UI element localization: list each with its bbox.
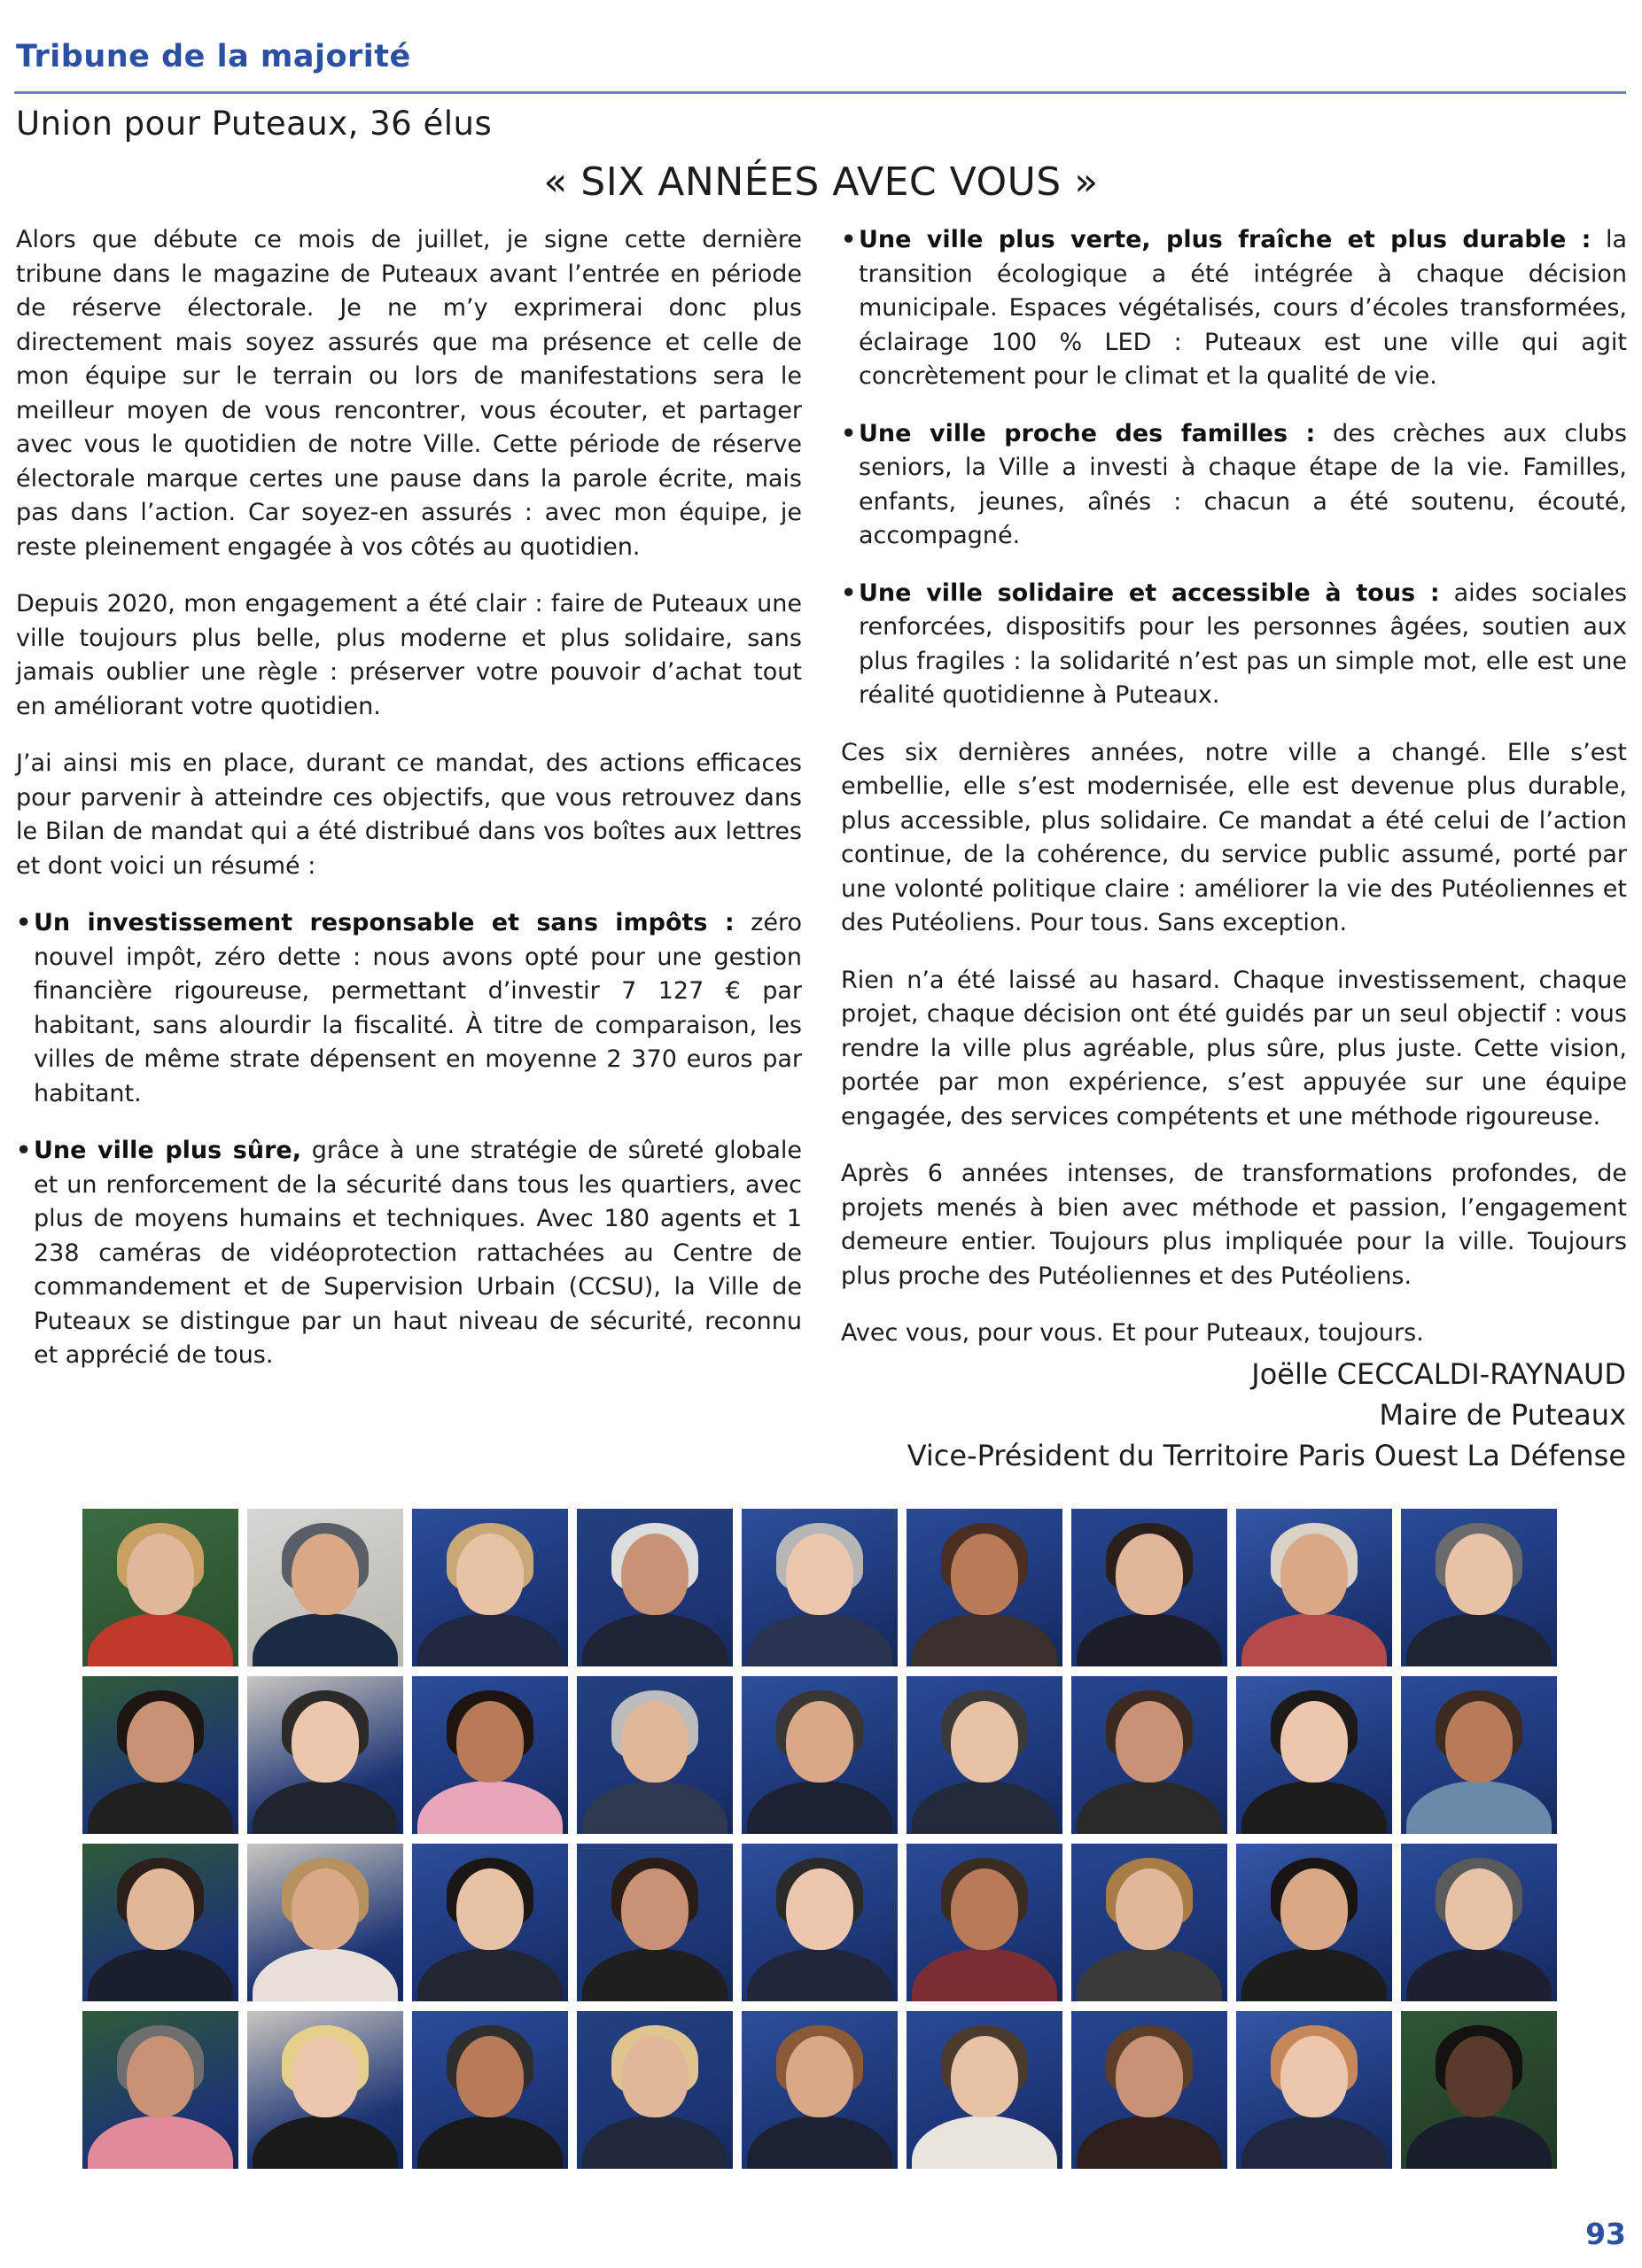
portrait-face: [292, 1701, 359, 1783]
portrait-face: [1280, 1868, 1348, 1950]
portrait-clothing: [912, 1948, 1057, 2001]
article-title: « SIX ANNÉES AVEC VOUS »: [543, 159, 1099, 205]
page-number: 93: [1585, 2217, 1626, 2251]
portrait-face: [621, 1701, 689, 1783]
portrait-clothing: [747, 1781, 892, 1834]
council-member-photo: [412, 2011, 568, 2169]
council-member-photo: [1401, 1676, 1557, 1834]
portrait-face: [951, 1868, 1018, 1950]
council-member-photo: [907, 2011, 1062, 2169]
signature-name: Joëlle CECCALDI-RAYNAUD: [1251, 1357, 1626, 1391]
portrait-clothing: [88, 1613, 233, 1666]
portrait-clothing: [253, 1781, 398, 1834]
portrait-face: [292, 1534, 359, 1615]
council-member-photo: [412, 1676, 568, 1834]
council-member-photo: [412, 1844, 568, 2001]
portrait-face: [127, 1868, 194, 1950]
portrait-face: [1445, 1534, 1513, 1615]
council-member-photo: [742, 1676, 898, 1834]
portrait-face: [1116, 1701, 1183, 1783]
council-member-photo: [82, 2011, 238, 2169]
bullet-heading: Une ville proche des familles :: [859, 419, 1316, 447]
council-member-photo: [247, 1676, 403, 1834]
bullet-marker: •: [841, 579, 857, 607]
paragraph: Depuis 2020, mon engagement a été clair : faire de Puteaux une ville toujours plus belle, plus moderne et plus solidaire, sans jamais oublier une règle : préserver votre pouvoir d’achat tout en améliorant votre quotidien.: [16, 590, 802, 720]
portrait-face: [456, 1534, 524, 1615]
portrait-face: [621, 1868, 689, 1950]
group-name: Union pour Puteaux, 36 élus: [16, 105, 493, 143]
council-photo-grid: [82, 1509, 1557, 2169]
council-member-photo: [1236, 1844, 1392, 2001]
portrait-clothing: [1241, 2116, 1387, 2169]
portrait-clothing: [747, 2116, 892, 2169]
portrait-clothing: [582, 2116, 728, 2169]
bullet-item: [841, 223, 1627, 394]
council-member-photo: [1236, 1509, 1392, 1666]
council-member-photo: [577, 1844, 733, 2001]
portrait-face: [1280, 2036, 1348, 2117]
portrait-face: [1445, 2036, 1513, 2117]
council-member-photo: [82, 1844, 238, 2001]
council-member-photo: [577, 2011, 733, 2169]
signature-role: Maire de Puteaux: [1379, 1398, 1626, 1432]
council-member-photo: [247, 1509, 403, 1666]
paragraph: Après 6 années intenses, de transformations profondes, de projets menés à bien avec méthode et passion, l’engagement demeure entier. Toujours plus impliquée pour la ville. Toujours plus proche des Putéoliennes et des Putéoliens.: [841, 1160, 1627, 1290]
bullet-marker: •: [841, 226, 857, 253]
council-member-photo: [1236, 1676, 1392, 1834]
portrait-face: [951, 2036, 1018, 2117]
portrait-clothing: [747, 1613, 892, 1666]
bullet-text: zéro nouvel impôt, zéro dette : nous avons opté pour une gestion financière rigoureuse, permettant d’investir 7 127 € par habitant, sans alourdir la fiscalité. À titre de comparaison, les villes de même strate dépensent en moyenne 2 370 euros par habitant.: [34, 909, 802, 1107]
portrait-clothing: [1406, 2116, 1552, 2169]
bullet-item: [16, 906, 802, 1111]
council-member-photo: [1401, 2011, 1557, 2169]
bullet-heading: Une ville solidaire et accessible à tous :: [859, 579, 1440, 607]
portrait-face: [456, 1701, 524, 1783]
portrait-face: [1445, 1701, 1513, 1783]
council-member-photo: [1236, 2011, 1392, 2169]
portrait-face: [1280, 1534, 1348, 1615]
portrait-clothing: [1406, 1781, 1552, 1834]
council-member-photo: [247, 2011, 403, 2169]
left-column: [16, 223, 802, 1396]
portrait-face: [786, 1534, 853, 1615]
portrait-face: [127, 1534, 194, 1615]
council-member-photo: [907, 1509, 1062, 1666]
bullet-heading: Une ville plus verte, plus fraîche et plus durable :: [859, 226, 1591, 253]
council-member-photo: [742, 2011, 898, 2169]
bullet-heading: Une ville plus sûre,: [34, 1137, 301, 1164]
paragraph: Avec vous, pour vous. Et pour Puteaux, toujours.: [841, 1319, 1424, 1347]
council-member-photo: [1071, 1676, 1227, 1834]
paragraph: J’ai ainsi mis en place, durant ce mandat, des actions efficaces pour parvenir à atteindre ces objectifs, que vous retrouvez dans le Bilan de mandat qui a été distribué dans vos boîtes aux lettres et dont voici un résumé :: [16, 750, 802, 880]
council-member-photo: [907, 1676, 1062, 1834]
portrait-clothing: [1241, 1781, 1387, 1834]
bullet-text: la transition écologique a été intégrée à chaque décision municipale. Espaces végétalisés, cours d’écoles transformées, éclairage 100 % LED : Puteaux est une ville qui agit concrètement pour le climat et la qualité de vie.: [859, 226, 1627, 390]
portrait-face: [1116, 1868, 1183, 1950]
bullet-item: [841, 577, 1627, 713]
portrait-face: [1116, 1534, 1183, 1615]
council-member-photo: [247, 1844, 403, 2001]
bullet-marker: •: [841, 419, 857, 447]
council-member-photo: [82, 1509, 238, 1666]
council-member-photo: [577, 1509, 733, 1666]
bullet-marker: •: [16, 909, 32, 936]
portrait-face: [951, 1701, 1018, 1783]
bullet-text: grâce à une stratégie de sûreté globale et un renforcement de la sécurité dans tous les quartiers, avec plus de moyens humains et techniques. Avec 180 agents et 1 238 caméras de vidéoprotection rattachées au Centre de commandement et de Supervision Urbain (CCSU), la Ville de Puteaux se distingue par un haut niveau de sécurité, reconnu et apprécié de tous.: [34, 1137, 803, 1369]
portrait-clothing: [582, 1948, 728, 2001]
bullet-item: [841, 417, 1627, 554]
paragraph: Rien n’a été laissé au hasard. Chaque investissement, chaque projet, chaque décision ont été guidés par un seul objectif : vous rendre la ville plus agréable, plus sûre, plus juste. Cette vision, portée par mon expérience, s’est appuyée sur une équipe engagée, des services compétents et une méthode rigoureuse.: [841, 966, 1627, 1130]
bullet-text: aides sociales renforcées, dispositifs pour les personnes âgées, soutien aux plus fragiles : la solidarité n’est pas un simple mot, elle est une réalité quotidienne à Puteaux.: [859, 579, 1628, 709]
portrait-face: [1445, 1868, 1513, 1950]
council-member-photo: [577, 1676, 733, 1834]
paragraph: Alors que débute ce mois de juillet, je signe cette dernière tribune dans le magazine de Puteaux avant l’entrée en période de réserve électorale. Je ne m’y exprimerai donc plus directement mais soyez assurés que ma présence et celle de mon équipe sur le terrain ou lors de manifestations sera le meilleur moyen de vous rencontrer, vous écouter, et partager avec vous le quotidien de notre Ville. Cette période de réserve électorale marque certes une pause dans la parole écrite, mais pas dans l’action. Car soyez-en assurés : avec mon équipe, je reste pleinement engagée à vos côtés au quotidien.: [16, 226, 802, 561]
portrait-clothing: [417, 2116, 563, 2169]
portrait-face: [1280, 1701, 1348, 1783]
portrait-clothing: [88, 1781, 233, 1834]
portrait-face: [127, 2036, 194, 2117]
portrait-face: [621, 2036, 689, 2117]
portrait-face: [621, 1534, 689, 1615]
portrait-clothing: [1406, 1613, 1552, 1666]
council-member-photo: [1401, 1844, 1557, 2001]
council-member-photo: [82, 1676, 238, 1834]
portrait-clothing: [253, 1613, 398, 1666]
portrait-clothing: [912, 1613, 1057, 1666]
paragraph: Ces six dernières années, notre ville a changé. Elle s’est embellie, elle s’est modernisée, elle est devenue plus durable, plus accessible, plus solidaire. Ce mandat a été celui de l’action continue, de la cohérence, du service public assumé, porté par une volonté politique claire : améliorer la vie des Putéoliennes et des Putéoliens. Pour tous. Sans exception.: [841, 738, 1627, 936]
portrait-clothing: [1077, 1948, 1222, 2001]
bullet-marker: •: [16, 1137, 32, 1164]
portrait-face: [951, 1534, 1018, 1615]
portrait-clothing: [747, 1948, 892, 2001]
council-member-photo: [1401, 1509, 1557, 1666]
portrait-clothing: [1241, 1948, 1387, 2001]
portrait-clothing: [912, 1781, 1057, 1834]
council-member-photo: [1071, 1844, 1227, 2001]
portrait-clothing: [912, 2116, 1057, 2169]
portrait-clothing: [1077, 1613, 1222, 1666]
bullet-text: des crèches aux clubs seniors, la Ville a investi à chaque étape de la vie. Familles, enfants, jeunes, aînés : chacun a été soutenu, écouté, accompagné.: [859, 419, 1627, 549]
portrait-face: [127, 1701, 194, 1783]
portrait-clothing: [253, 1948, 398, 2001]
portrait-face: [292, 2036, 359, 2117]
council-member-photo: [412, 1509, 568, 1666]
portrait-face: [1116, 2036, 1183, 2117]
bullet-heading: Un investissement responsable et sans impôts :: [34, 909, 735, 936]
portrait-clothing: [417, 1613, 563, 1666]
council-member-photo: [907, 1844, 1062, 2001]
signature-title: Vice-Président du Territoire Paris Ouest La Défense: [907, 1439, 1626, 1472]
portrait-clothing: [1406, 1948, 1552, 2001]
portrait-clothing: [582, 1781, 728, 1834]
portrait-face: [786, 1868, 853, 1950]
council-member-photo: [1071, 2011, 1227, 2169]
portrait-clothing: [253, 2116, 398, 2169]
portrait-clothing: [1077, 2116, 1222, 2169]
portrait-face: [456, 2036, 524, 2117]
portrait-clothing: [88, 1948, 233, 2001]
portrait-face: [786, 1701, 853, 1783]
section-label: Tribune de la majorité: [16, 39, 411, 74]
signature-block: [907, 1354, 1626, 1476]
council-member-photo: [742, 1509, 898, 1666]
council-member-photo: [1071, 1509, 1227, 1666]
portrait-clothing: [582, 1613, 728, 1666]
bullet-item: [16, 1134, 802, 1373]
right-column: [841, 223, 1627, 1374]
council-member-photo: [742, 1844, 898, 2001]
portrait-face: [456, 1868, 524, 1950]
portrait-clothing: [1241, 1613, 1387, 1666]
portrait-clothing: [88, 2116, 233, 2169]
portrait-face: [292, 1868, 359, 1950]
portrait-clothing: [1077, 1781, 1222, 1834]
portrait-clothing: [417, 1948, 563, 2001]
header-divider: [14, 91, 1626, 94]
portrait-face: [786, 2036, 853, 2117]
portrait-clothing: [417, 1781, 563, 1834]
